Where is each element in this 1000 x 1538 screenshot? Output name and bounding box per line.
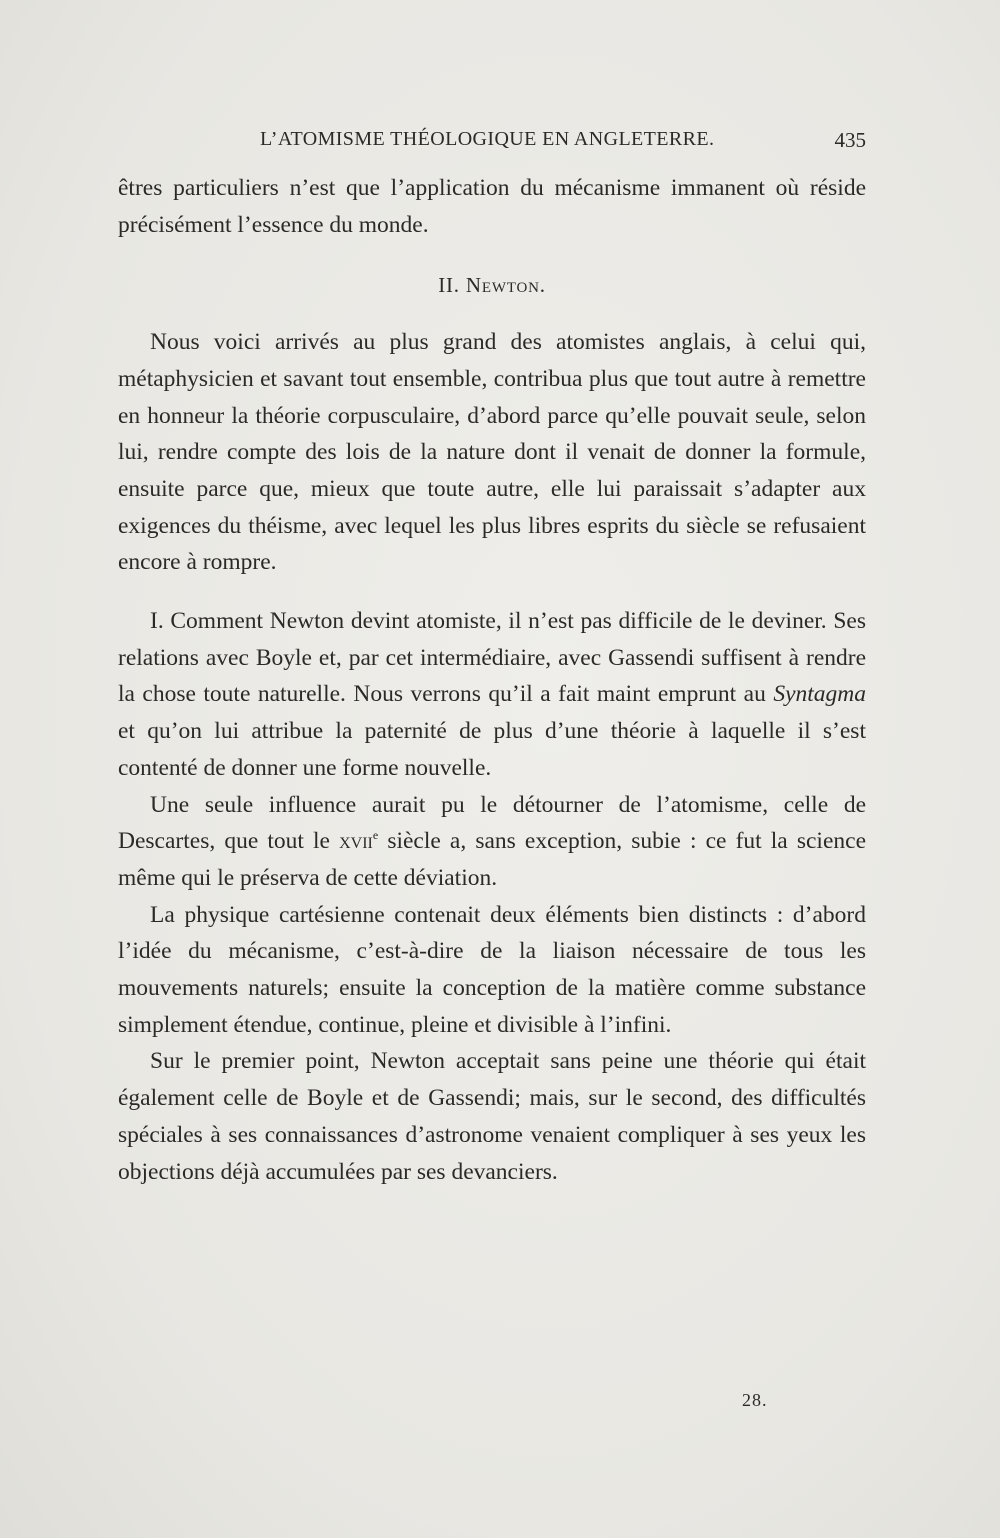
section-name: Newton. xyxy=(465,273,546,298)
paragraph-5: Sur le premier point, Newton acceptait sans peine une théorie qui était également celle de Boyle et de Gassendi; mais, sur le second, des difficultés spéciales à ses connaissances d’astronome venaient compliquer à ses yeux les objections déjà accumulées par ses devanciers. xyxy=(118,1048,866,1185)
paragraph-2-text-a: I. Comment Newton devint atomiste, il n’est pas difficile de le deviner. Ses relations avec Boyle et, par cet intermédiaire, avec Gassendi suffisent à rendre la chose toute naturelle. Nous verrons qu’il a fait maint emprunt au xyxy=(118,608,866,708)
section-number: II. xyxy=(438,273,460,298)
century-numeral: xvii xyxy=(339,828,373,855)
running-title: L’ATOMISME THÉOLOGIQUE EN ANGLETERRE. xyxy=(260,128,715,150)
section-heading xyxy=(118,267,866,304)
paragraph-3-text-b: siècle a, sans exception, subie : ce fut la science même qui le préserva de cette déviation. xyxy=(118,828,866,891)
paragraph-2-text-b: et qu’on lui attribue la paternité de plus d’une théorie à laquelle il s’est contenté de donner une forme nouvelle. xyxy=(118,718,866,781)
century-suffix: e xyxy=(372,828,379,843)
paragraph-2 xyxy=(118,603,866,787)
paragraph-4: La physique cartésienne contenait deux éléments bien distincts : d’abord l’idée du mécanisme, c’est-à-dire de la liaison nécessaire de tous les mouvements naturels; ensuite la conception de la matière comme substance simplement étendue, continue, pleine et divisible à l’infini. xyxy=(118,901,866,1038)
main-text xyxy=(118,170,866,1190)
signature-mark: 28. xyxy=(742,1390,768,1410)
page-header xyxy=(120,128,868,162)
paragraph-3-text-a: Une seule influence aurait pu le détourner de l’atomisme, celle de Descartes, que tout le xyxy=(118,791,866,855)
page-number: 435 xyxy=(834,128,866,152)
paragraph-3 xyxy=(118,787,866,897)
syntagma-title: Syntagma xyxy=(773,681,866,708)
paragraph-1: Nous voici arrivés au plus grand des atomistes anglais, à celui qui, métaphysicien et savant tout ensemble, contribua plus que tout autre à remettre en honneur la théorie corpusculaire, d’abord parce qu’elle pouvait seule, selon lui, rendre compte des lois de la nature dont il venait de donner la formule, ensuite parce que, mieux que toute autre, elle lui paraissait s’adapter aux exigences du théisme, avec lequel les plus libres esprits du siècle se refusaient encore à rompre. xyxy=(118,329,866,576)
intro-paragraph: êtres particuliers n’est que l’application du mécanisme immanent où réside précisément l’essence du monde. xyxy=(118,175,866,238)
